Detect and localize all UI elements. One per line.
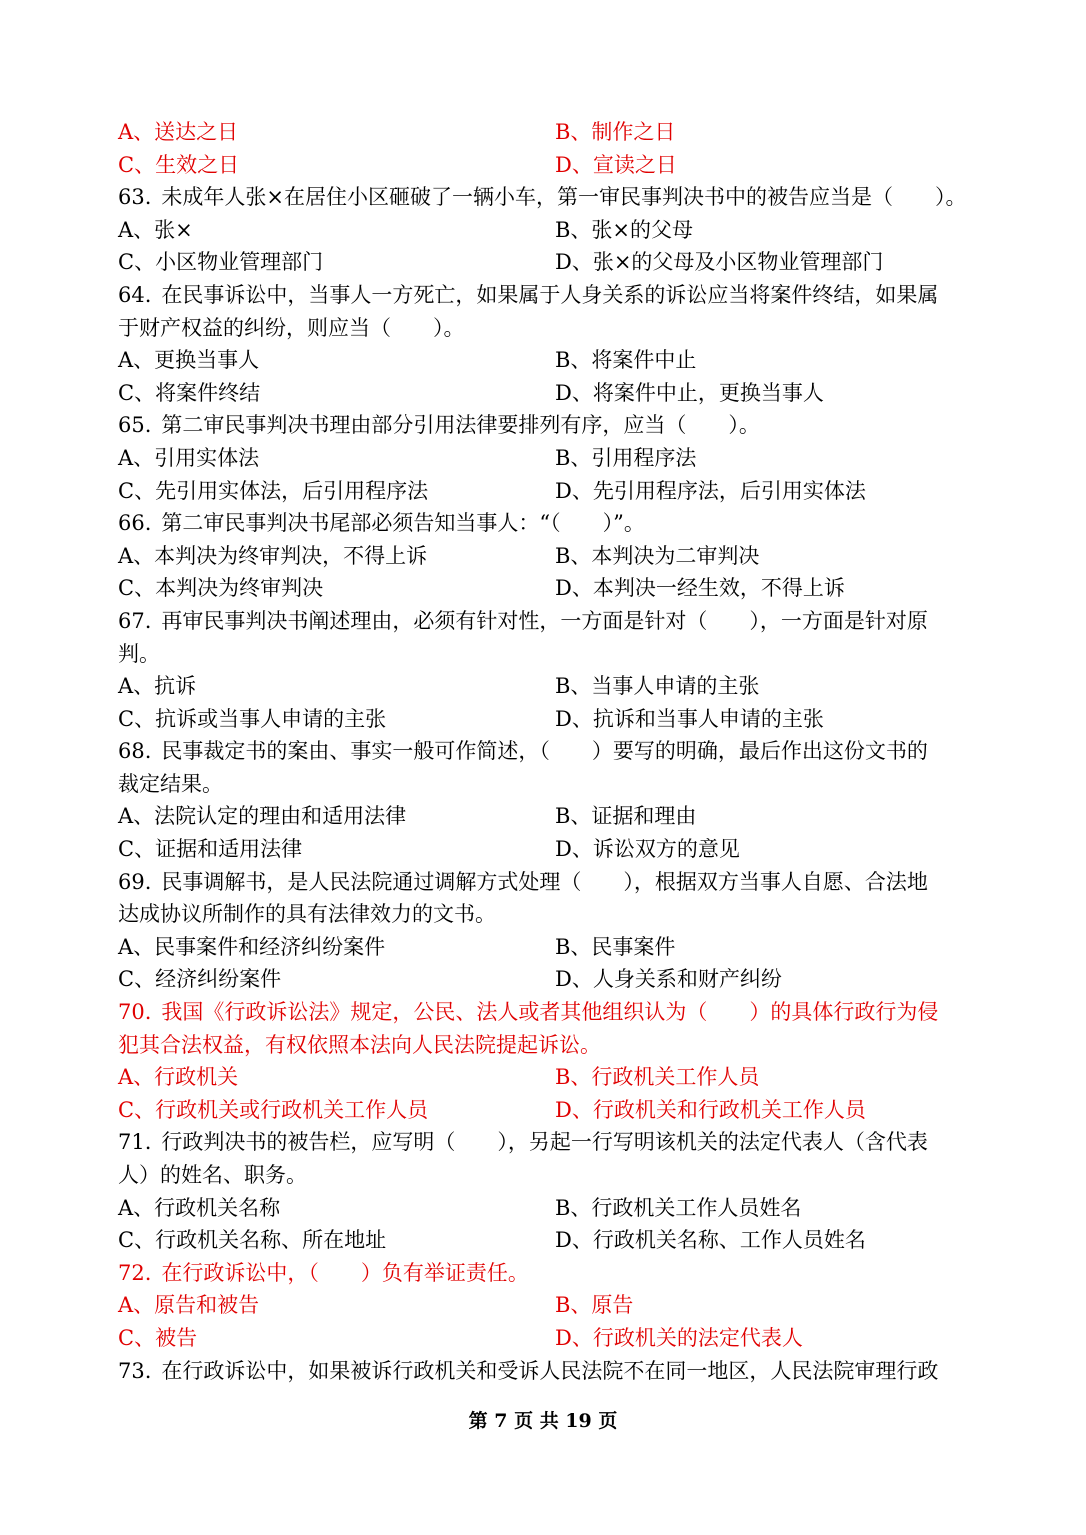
option-right: B、制作之日: [555, 120, 676, 144]
option-row: [118, 1289, 970, 1322]
question-text: 在行政诉讼中，（ ）负有举证责任。: [161, 1260, 529, 1285]
option-row: [118, 1061, 970, 1094]
option-left: A、本判决为终审判决，不得上诉: [118, 543, 428, 568]
option-right: D、行政机关名称、工作人员姓名: [555, 1228, 866, 1253]
option-row: [118, 703, 970, 736]
option-left: A、行政机关: [118, 1065, 239, 1090]
question: [118, 996, 970, 1061]
question-text-continued: 犯其合法权益，有权依照本法向人民法院提起诉讼。: [118, 1032, 601, 1057]
question: [118, 735, 970, 800]
option-row: [118, 246, 970, 279]
question: [118, 1257, 970, 1290]
option-left: C、先引用实体法，后引用程序法: [118, 478, 429, 503]
option-row: [118, 344, 970, 377]
option-right: B、民事案件: [555, 934, 676, 959]
question-list: [118, 116, 970, 1387]
question: [118, 409, 970, 442]
option-row: [118, 1094, 970, 1127]
option-left: C、经济纠纷案件: [118, 967, 282, 992]
question: [118, 605, 970, 670]
page-footer: 第 7 页 共 19 页: [468, 1410, 618, 1432]
option-right: D、行政机关的法定代表人: [555, 1325, 803, 1350]
question-text: 民事调解书，是人民法院通过调解方式处理（ ），根据双方当事人自愿、合法地: [161, 869, 928, 894]
option-row: [118, 116, 970, 149]
question-text-continued: 裁定结果。: [118, 771, 223, 796]
question-number: 68.: [118, 739, 152, 764]
question-text: 再审民事判决书阐述理由，必须有针对性，一方面是针对（ ），一方面是针对原: [161, 608, 928, 633]
option-right: B、将案件中止: [555, 348, 697, 373]
option-row: [118, 833, 970, 866]
option-row: [118, 800, 970, 833]
question: [118, 866, 970, 931]
option-right: D、人身关系和财产纠纷: [555, 967, 782, 992]
option-right: D、宣读之日: [555, 152, 677, 177]
question-number: 71.: [118, 1130, 152, 1155]
question: [118, 1355, 970, 1388]
option-left: A、送达之日: [118, 120, 239, 144]
question-text: 未成年人张×在居住小区砸破了一辆小车，第一审民事判决书中的被告应当是（ ）。: [161, 185, 967, 210]
option-right: B、行政机关工作人员姓名: [555, 1195, 802, 1220]
option-right: D、先引用程序法，后引用实体法: [555, 478, 866, 503]
option-left: A、抗诉: [118, 674, 197, 699]
option-row: [118, 214, 970, 247]
option-left: A、原告和被告: [118, 1293, 260, 1318]
option-left: A、张×: [118, 217, 193, 242]
question-number: 72.: [118, 1260, 152, 1285]
question-text: 第二审民事判决书理由部分引用法律要排列有序，应当（ ）。: [161, 413, 760, 438]
option-row: [118, 475, 970, 508]
option-right: B、引用程序法: [555, 445, 697, 470]
question-text: 第二审民事判决书尾部必须告知当事人：“（ ）”。: [161, 511, 645, 536]
option-left: C、生效之日: [118, 152, 240, 177]
option-left: C、小区物业管理部门: [118, 250, 324, 275]
option-left: A、民事案件和经济纠纷案件: [118, 934, 386, 959]
question-number: 73.: [118, 1358, 152, 1383]
option-row: [118, 670, 970, 703]
option-right: B、证据和理由: [555, 804, 697, 829]
option-right: D、将案件中止，更换当事人: [555, 380, 824, 405]
question-number: 66.: [118, 511, 152, 536]
option-left: C、被告: [118, 1325, 198, 1350]
option-left: C、抗诉或当事人申请的主张: [118, 706, 387, 731]
option-right: D、抗诉和当事人申请的主张: [555, 706, 824, 731]
option-right: B、原告: [555, 1293, 634, 1318]
option-row: [118, 572, 970, 605]
question-text-continued: 判。: [118, 641, 160, 666]
option-row: [118, 540, 970, 573]
option-left: A、引用实体法: [118, 445, 260, 470]
option-right: B、当事人申请的主张: [555, 674, 760, 699]
question-number: 70.: [118, 1000, 152, 1025]
question-text-continued: 于财产权益的纠纷，则应当（ ）。: [118, 315, 465, 340]
option-left: A、法院认定的理由和适用法律: [118, 804, 407, 829]
option-left: C、行政机关或行政机关工作人员: [118, 1097, 429, 1122]
option-row: [118, 931, 970, 964]
question-text: 民事裁定书的案由、事实一般可作简述，（ ）要写的明确，最后作出这份文书的: [161, 739, 928, 764]
option-row: [118, 149, 970, 182]
option-left: C、证据和适用法律: [118, 837, 303, 862]
option-right: D、诉讼双方的意见: [555, 837, 740, 862]
option-row: [118, 1192, 970, 1225]
option-right: D、行政机关和行政机关工作人员: [555, 1097, 866, 1122]
question-number: 69.: [118, 869, 152, 894]
option-row: [118, 1322, 970, 1355]
option-left: C、本判决为终审判决: [118, 576, 324, 601]
question-number: 65.: [118, 413, 152, 438]
option-row: [118, 1224, 970, 1257]
option-left: C、将案件终结: [118, 380, 261, 405]
option-right: D、张×的父母及小区物业管理部门: [555, 250, 884, 275]
option-row: [118, 377, 970, 410]
option-left: C、行政机关名称、所在地址: [118, 1228, 387, 1253]
question-text-continued: 人）的姓名、职务。: [118, 1163, 307, 1187]
question-number: 63.: [118, 185, 152, 210]
question-number: 64.: [118, 282, 152, 307]
question: [118, 1126, 970, 1191]
question-text: 在行政诉讼中，如果被诉行政机关和受诉人民法院不在同一地区，人民法院审理行政: [161, 1358, 939, 1383]
option-left: A、行政机关名称: [118, 1195, 281, 1220]
option-right: D、本判决一经生效，不得上诉: [555, 576, 845, 601]
option-right: B、行政机关工作人员: [555, 1065, 760, 1090]
question-text-continued: 达成协议所制作的具有法律效力的文书。: [118, 902, 496, 927]
question: [118, 181, 970, 214]
option-left: A、更换当事人: [118, 348, 260, 373]
option-right: B、本判决为二审判决: [555, 543, 760, 568]
question-text: 在民事诉讼中，当事人一方死亡，如果属于人身关系的诉讼应当将案件终结，如果属: [161, 282, 939, 307]
option-row: [118, 963, 970, 996]
question: [118, 507, 970, 540]
question: [118, 279, 970, 344]
option-row: [118, 442, 970, 475]
option-right: B、张×的父母: [555, 217, 694, 242]
question-number: 67.: [118, 608, 152, 633]
question-text: 我国《行政诉讼法》规定，公民、法人或者其他组织认为（ ）的具体行政行为侵: [161, 1000, 939, 1025]
question-text: 行政判决书的被告栏，应写明（ ），另起一行写明该机关的法定代表人（含代表: [161, 1130, 928, 1155]
